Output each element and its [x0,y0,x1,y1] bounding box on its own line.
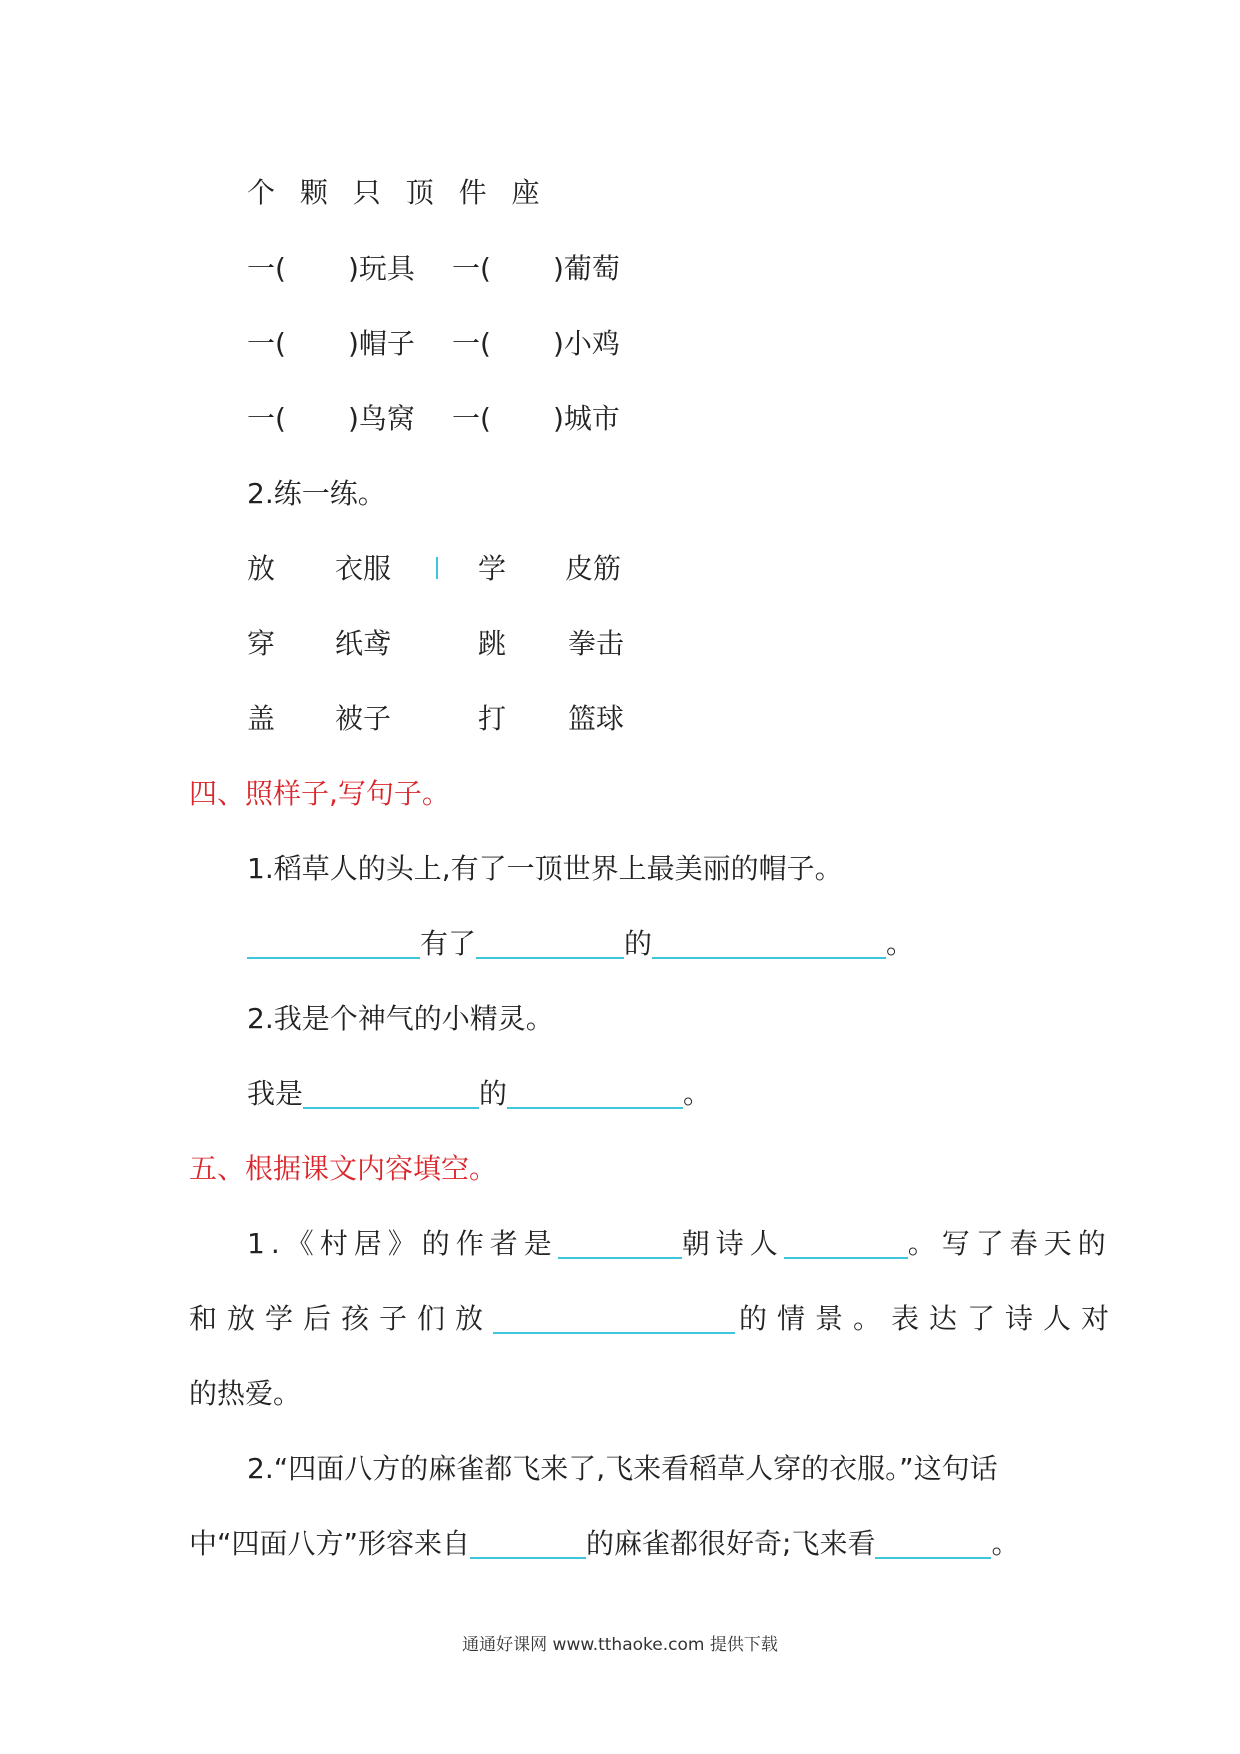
noun-right: 拳击 [568,627,625,660]
question-text: 2.我是个神气的小精灵。 [247,1002,554,1035]
question-line [247,1224,1112,1264]
noun-left: 被子 [335,702,392,735]
left-prefix: 一( [247,327,286,360]
right-suffix: )小鸡 [553,327,620,360]
answer-text: 的 [624,927,653,960]
right-suffix: )葡萄 [553,252,620,285]
answer-blank[interactable] [476,927,624,959]
practice-title: 2.练一练。 [247,477,386,510]
answer-blank[interactable] [303,1077,479,1109]
verb-right: 跳 [478,627,507,660]
verb-right: 学 [478,552,507,585]
answer-line [247,924,914,964]
footer-credit: 通通好课网 www.tthaoke.com 提供下载 [462,1635,778,1655]
answer-blank[interactable] [784,1227,908,1259]
answer-blank[interactable] [558,1227,682,1259]
section-heading: 四、照样子,写句子。 [189,777,450,810]
answer-line [247,1074,711,1114]
noun-left: 衣服 [335,552,392,585]
answer-blank[interactable] [493,1302,735,1334]
question-text: 和放学后孩子们放 [189,1302,494,1335]
right-suffix: )城市 [553,402,620,435]
left-prefix: 一( [247,402,286,435]
verb-left: 穿 [247,627,276,660]
verb-left: 盖 [247,702,276,735]
left-suffix: )鸟窝 [348,402,415,435]
noun-right: 皮筋 [565,552,622,585]
answer-blank[interactable] [875,1527,991,1559]
noun-left: 纸鸢 [335,627,392,660]
answer-text: 我是 [247,1077,304,1110]
answer-text: 。 [683,1077,712,1110]
right-prefix: 一( [452,327,491,360]
answer-blank[interactable] [470,1527,586,1559]
right-prefix: 一( [452,402,491,435]
verb-left: 放 [247,552,276,585]
question-text: 的麻雀都很好奇;飞来看 [586,1527,876,1560]
verb-right: 打 [478,702,507,735]
measure-word-options: 个 颗 只 顶 件 座 [247,176,548,209]
answer-blank[interactable] [507,1077,683,1109]
question-text: 2.“四面八方的麻雀都飞来了,飞来看稻草人穿的衣服。”这句话 [247,1452,998,1485]
answer-blank[interactable] [247,927,420,959]
left-prefix: 一( [247,252,286,285]
section-heading: 五、根据课文内容填空。 [189,1152,498,1185]
question-text: 1.《村居》的作者是 [247,1227,558,1260]
question-text: 朝诗人 [681,1227,784,1260]
question-text: 。 [991,1527,1020,1560]
question-line [189,1524,1019,1564]
question-text: 的情景。表达了诗人对 [739,1302,1120,1335]
answer-text: 有了 [420,927,477,960]
question-line [189,1299,1119,1339]
answer-text: 。 [886,927,915,960]
left-suffix: )帽子 [348,327,415,360]
question-text: 的热爱。 [189,1377,302,1410]
question-text: 1.稻草人的头上,有了一顶世界上最美丽的帽子。 [247,852,843,885]
text-cursor [436,557,438,579]
question-text: 中“四面八方”形容来自 [189,1527,471,1560]
question-text: 。写了春天的 [907,1227,1112,1260]
left-suffix: )玩具 [348,252,415,285]
answer-text: 的 [479,1077,508,1110]
noun-right: 篮球 [568,702,625,735]
right-prefix: 一( [452,252,491,285]
answer-blank[interactable] [652,927,886,959]
